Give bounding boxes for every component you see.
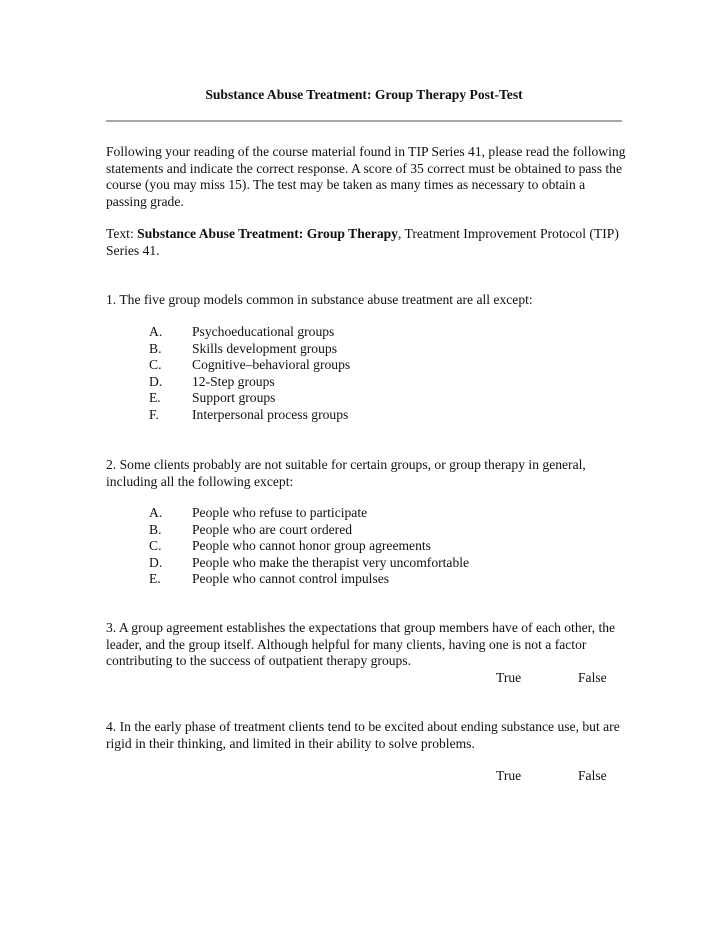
- option: [149, 341, 609, 358]
- option: [149, 538, 609, 555]
- question-4: 4. In the early phase of treatment clients tend to be excited about ending substance use, but are rigid in their thinking, and limited in their ability to solve problems.: [106, 719, 620, 751]
- option-letter: E.: [149, 571, 161, 586]
- question-2: 2. Some clients probably are not suitable for certain groups, or group therapy in general, including all the following except:: [106, 457, 586, 489]
- question-3: 3. A group agreement establishes the expectations that group members have of each other, the leader, and the group itself. Although helpful for many clients, having one is not a factor contributing to the success of outpatient therapy groups.: [106, 620, 616, 668]
- option-letter: B.: [149, 340, 162, 356]
- option-text: People who cannot control impulses: [192, 571, 390, 586]
- option: [149, 407, 609, 424]
- option-text: Cognitive–behavioral groups: [192, 357, 351, 372]
- option: [149, 324, 609, 341]
- document-title: Substance Abuse Treatment: Group Therapy Post-Test: [205, 87, 523, 102]
- option-text: People who cannot honor group agreements: [192, 538, 431, 553]
- option-text: Skills development groups: [192, 340, 337, 356]
- option-text: Interpersonal process groups: [192, 406, 349, 422]
- option-letter: C.: [149, 357, 162, 372]
- question-3-true-option: True: [496, 670, 522, 685]
- question-3-false-option: False: [578, 670, 607, 685]
- option: [149, 505, 609, 522]
- question-2-options: [149, 505, 609, 588]
- option-letter: E.: [149, 390, 161, 405]
- intro-paragraph: Following your reading of the course material found in TIP Series 41, please read the following statements and indicate the correct response. A score of 35 correct must be obtained to pass the course (you may miss 15). The test may be taken as many times as necessary to obtain a passing grade.: [106, 144, 626, 209]
- option-text: People who refuse to participate: [192, 505, 368, 520]
- source-suffix: , Treatment Improvement Protocol (TIP) Series 41.: [106, 226, 619, 258]
- option-letter: D.: [149, 554, 163, 570]
- option-letter: C.: [149, 538, 162, 553]
- option-text: Support groups: [192, 390, 276, 405]
- option-letter: D.: [149, 373, 163, 389]
- option-text: Psychoeducational groups: [192, 324, 335, 339]
- option: [149, 522, 609, 539]
- option-letter: F.: [149, 406, 159, 422]
- option-letter: A.: [149, 324, 163, 339]
- question-4-true-option: True: [496, 768, 522, 783]
- title-divider: [106, 120, 622, 122]
- option-letter: A.: [149, 505, 163, 520]
- option: [149, 357, 609, 374]
- question-1-options: [149, 324, 609, 423]
- source-title: Substance Abuse Treatment: Group Therapy: [137, 226, 398, 241]
- question-4-false-option: False: [578, 768, 607, 783]
- source-reference: [106, 226, 626, 259]
- option-letter: B.: [149, 521, 162, 537]
- option: [149, 571, 609, 588]
- question-1: 1. The five group models common in substance abuse treatment are all except:: [106, 292, 533, 307]
- option-text: People who are court ordered: [192, 521, 353, 537]
- option: [149, 390, 609, 407]
- option-text: 12-Step groups: [192, 373, 275, 389]
- source-prefix: Text:: [106, 226, 138, 241]
- option: [149, 374, 609, 391]
- option-text: People who make the therapist very uncomfortable: [192, 554, 470, 570]
- option: [149, 555, 609, 572]
